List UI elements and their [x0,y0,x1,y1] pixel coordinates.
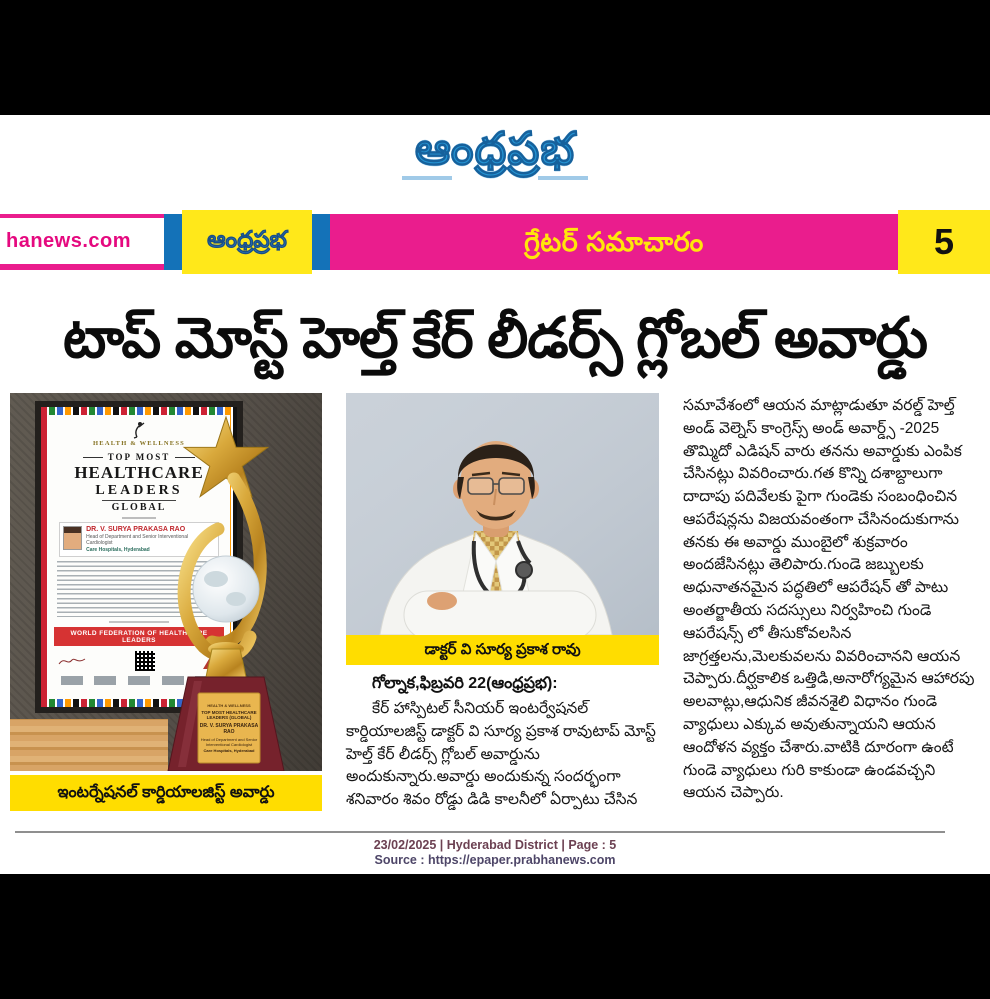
masthead [0,115,990,213]
newspaper-masthead-logo: ఆంధ్రప్రభ [414,123,576,174]
signature-icon [57,654,87,668]
article-body [10,393,982,812]
header-blue-stripe-left [164,214,182,270]
plate-recipient: DR. V. SURYA PRAKASA RAO [199,722,259,736]
certificate-title-healthcare: HEALTHCARE [74,463,204,482]
footer-date-page: 23/02/2025 | Hyderabad District | Page : 5 [373,838,617,852]
plate-title: TOP MOST HEALTHCARE LEADERS (GLOBAL) [201,709,257,721]
trophy-star [184,417,268,497]
header-newspaper-logo: ఆంధ్రప్రభ [207,225,287,252]
page-number: 5 [933,221,955,262]
website-url-box [0,218,164,264]
award-trophy [138,411,298,771]
recipient-name: DR. V. SURYA PRAKASA RAO [86,526,186,533]
certificate-org: HEALTH & WELLNESS [93,440,185,447]
section-title: గ్రేటర్ సమాచారం [524,227,704,257]
doctor-photo [346,393,659,635]
trophy-globe [193,556,259,622]
recipient-role: Head of Department and Senior Interventional Cardiologist [86,534,189,546]
plate-org: HEALTH & WELLNESS [207,702,251,708]
header-logo-box [182,210,312,274]
trophy-plate-text [198,693,260,763]
footer-source-url: Source : https://epaper.prabhanews.com [374,853,616,867]
top-black-bar [0,0,990,115]
article-paragraph-1: కేర్ హాస్పిటల్ సీనియర్ ఇంటర్వేషనల్ కార్డియాలజిస్ట్ డాక్టర్ వి సూర్య ప్రకాశ రావుటాప్ మోస్ట్ హెల్త్ కేర్ లీడర్స్ గ్లోబల్ అవార్డును అందుకున్నారు.అవార్డు అందుకున్న సందర్భంగా శనివారం శివం రోడ్డు డిడి కాలనీలో ఏర్పాటు చేసిన [346,700,656,809]
article-dateline: గోల్నాక,ఫిబ్రవరి 22(ఆంధ్రప్రభ): [372,675,558,692]
award-photo-caption: ఇంటర్నేషనల్ కార్డియాలజిస్ట్ అవార్డు [10,775,322,811]
right-column [683,393,982,812]
award-photo [10,393,322,771]
epaper-footer [0,838,990,867]
middle-column [346,393,659,812]
doctor-portrait-graphic [346,393,659,635]
article-headline: టాప్ మోస్ట్ హెల్త్ కేర్ లీడర్స్ గ్లోబల్ అవార్డు [62,306,928,369]
award-photo-column [10,393,322,812]
plate-hospital: Care Hospitals, Hyderabad [203,748,255,754]
bottom-black-bar [0,874,990,999]
masthead-subtext-left [402,176,452,180]
certificate-title-top-most: TOP MOST [83,452,196,462]
doctor-photo-caption: డాక్టర్ వి సూర్య ప్రకాశ రావు [346,635,659,665]
article-paragraph-2: సమావేశంలో ఆయన మాట్లాడుతూ వరల్డ్ హెల్త్ అండ్ వెల్నెస్ కాంగ్రెస్స్ అండ్ అవార్డ్స్ -2025 తొమ్మిదో ఎడిషన్ వారు తనను అవార్డుకు ఎంపిక చేసినట్లు వివరించారు.గత కొన్ని దశాబ్దాలుగా దాదాపు పదివేలకు పైగా గుండెకు సంబంధించిన ఆపరేషన్లను విజయవంతంగా చేసినందుకుగాను తనకు ఈ అవార్డు ముంబైలో శుక్రవారం అందజేసినట్లు తెలిపారు.గుండె జబ్బులకు అధునాతనమైన పద్ధతిలో ఆపరేషన్ తో పాటు అంతర్జాతీయ సదస్సులు నిర్వహించి గుండె ఆపరేషన్స్ లో తీసుకోవలసిన జాగ్రత్తలను,మెలకువలను వివరించానని ఆయన చెప్పారు.దీర్ఘకాలిక ఒత్తిడి,అనారోగ్యమైన ఆహారపు అలవాట్లు,ఆధునిక జీవనశైలి విధానం గుండె వ్యాధులు ఎక్కువ అవుతున్నాయని ఆయన ఆందోళన వ్యక్తం చేశారు.వాటికి దూరంగా ఉంటే గుండె వ్యాధులు గురి కాకుండా ఉండవచ్చని ఆయన చెప్పారు. [683,397,975,802]
bottom-rule [15,831,945,833]
masthead-subtext-right [538,176,588,180]
page-number-box [898,210,990,274]
header-blue-stripe-right [312,214,330,270]
section-header-bar [0,214,990,270]
recipient-hospital: Care Hospitals, Hyderabad [86,547,150,553]
recipient-photo [63,526,82,550]
certificate-title-leaders: LEADERS [95,483,183,498]
website-url-text: hanews.com [6,229,132,252]
certificate-title-global: GLOBAL [102,500,177,513]
plate-role: Head of Department and Senior Interventional Cardiologist [200,737,258,748]
certificate-banner: WORLD FEDERATION OF HEALTHCARE LEADERS [54,627,224,646]
